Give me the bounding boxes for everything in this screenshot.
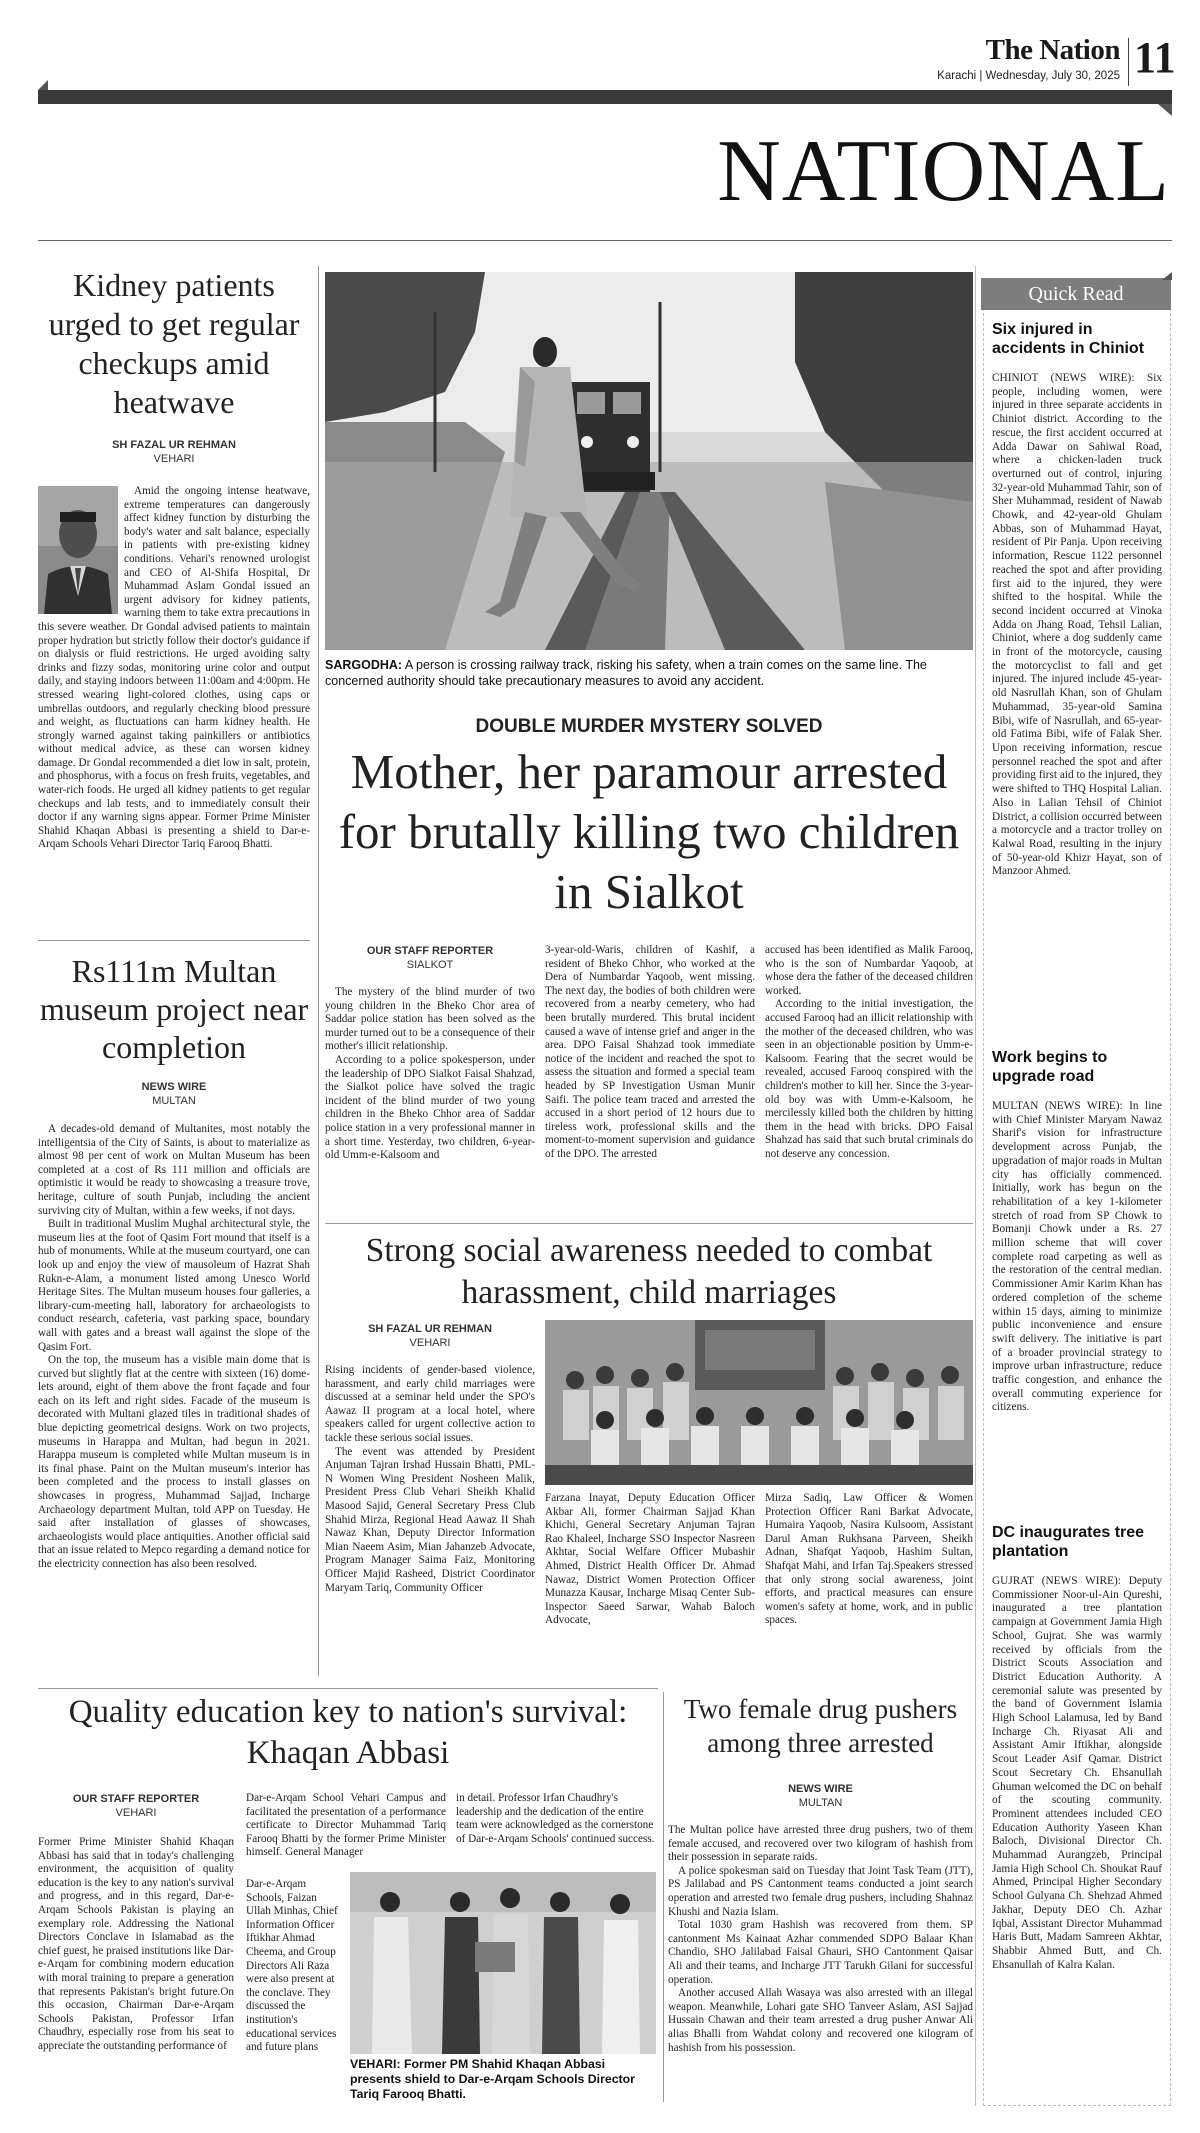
quick-read-body-1: CHINIOT (NEWS WIRE): Six people, including women, were injured in three separate accidents in Chiniot district. According to the rescue, the first accident occurred at Adda Dawar on Sahiwal Road, where a chicken-laden truck overturned out of control, injuring 32-year-old Muhammad Tahir, son of Sher Muhammad, resident of Nawab Chowk, and 42-year-old Ghulam Abbas, son of Muhammad Hayat, resident of Pir Panja. Upon receiving information, Rescue 1122 personnel reached the spot and after providing first aid to the injured, they were shifted to the hospital. While the second incident occurred at Vinoka Adda on Jhang Road, Tehsil Lalian, Chiniot, where a dog suddenly came in front of the motorcycle, causing the motorcyclist to fall and get injured. The injured include 45-year-old Nasrullah Khan, son of Ghulam Muhammad, 35-year-old Samina Bibi, wife of Nasrullah, and 65-year-old Fatima Bibi, wife of Falak Sher. Upon receiving information, rescue personnel reached the spot and after providing first aid to the injured, they were shifted to THQ Hospital Lalian. Also in Lalian Tehsil of Chiniot District, a collision occurred between a motorcycle and a tractor trolley on Kalwal Road, resulting in the injury of 50-year-old Khizr Hayat, son of Manzoor Ahmed. xyxy=(992,372,1162,878)
railway-caption-text: A person is crossing railway track, risking his safety, when a train comes on the same line. The concerned authority should take precautionary measures to avoid any accident. xyxy=(325,658,927,688)
quick-read-corner xyxy=(1162,272,1172,280)
drugs-p4: Another accused Allah Wasaya was also arrested with an illegal weapon. Meanwhile, Lohari gate SHO Tanveer Aslam, ASI Sajjad Hussain Chawan and their team arrested a drug pusher Anwar Ali alias Bhalli from Wahdat colony and recovered one kilogram of hashish from his possession. xyxy=(668,1987,973,2054)
seminar-photo xyxy=(545,1320,973,1485)
paper-name: The Nation xyxy=(985,34,1120,66)
awareness-reporter: SH FAZAL UR REHMAN xyxy=(368,1323,492,1335)
murder-col-1-p1: The mystery of the blind murder of two young children in the Bheko Chor area of Saddar police station has been solved as the murder turned out to be a consequence of their mother's illicit relationship. xyxy=(325,986,535,1053)
quick-read-item-3 xyxy=(992,1523,1162,2110)
awareness-headline: Strong social awareness needed to combat harassment, child marriages xyxy=(365,1232,933,1311)
railway-caption xyxy=(325,657,973,689)
murder-col-2 xyxy=(545,944,755,1208)
education-col-2a xyxy=(246,1792,446,1876)
kidney-location: VEHARI xyxy=(153,453,195,465)
dateline: Karachi | Wednesday, July 30, 2025 xyxy=(937,70,1120,82)
murder-kicker: DOUBLE MURDER MYSTERY SOLVED xyxy=(475,716,823,737)
vrule-1 xyxy=(318,266,319,1676)
education-caption-text: Former PM Shahid Khaqan Abbasi presents shield to Dar-e-Arqam Schools Director Tariq Farooq Bhatti. xyxy=(350,2057,635,2101)
col-rule-left-1 xyxy=(38,940,310,941)
education-location: VEHARI xyxy=(115,1807,157,1819)
quick-read-label: Quick Read xyxy=(1028,283,1124,305)
quick-read-title-2: Work begins to upgrade road xyxy=(992,1049,1108,1085)
quick-read-title-1: Six injured in accidents in Chiniot xyxy=(992,321,1145,357)
education-caption-place: VEHARI: xyxy=(350,2057,401,2071)
railway-caption-place: SARGODHA: xyxy=(325,658,403,672)
drugs-reporter: NEWS WIRE xyxy=(788,1783,853,1795)
murder-col-3 xyxy=(765,944,973,1208)
murder-col-1 xyxy=(325,986,535,1208)
museum-location: MULTAN xyxy=(152,1095,196,1107)
kidney-reporter: SH FAZAL UR REHMAN xyxy=(112,439,236,451)
quick-read-header xyxy=(981,278,1171,310)
education-col-2b xyxy=(246,1878,342,2053)
kidney-headline: Kidney patients urged to get regular checkups amid heatwave xyxy=(48,267,300,420)
awareness-col-1 xyxy=(325,1364,535,1676)
vrule-2 xyxy=(975,266,976,2106)
quick-read-item-2 xyxy=(992,1048,1162,1520)
awareness-col-2-p1: Farzana Inayat, Deputy Education Officer Akbar Ali, former Chairman Sajjad Khan Khichi, General Secretary Anjuman Tajran Rao Khaleel, Incharge SSO Inspector Nasreen Akhtar, Social Welfare Officer Mubashir Ahmed, District Health Officer Dr. Ahmad Nawaz, District Women Protection Officer Munazza Kausar, Incharge Misaq Center Sub-Inspector Saeed Sarwar, Wahab Baloch Advocate, xyxy=(545,1492,755,1627)
education-byline xyxy=(38,1792,234,1820)
section-rule xyxy=(38,240,1172,241)
museum-reporter: NEWS WIRE xyxy=(141,1081,207,1093)
education-headline: Quality education key to nation's survival: Khaqan Abbasi xyxy=(68,1694,628,1771)
murder-byline xyxy=(325,944,535,972)
drugs-p3: Total 1030 gram Hashish was recovered from them. SP cantonment Ms Kainaat Azhar commended SDPO Balaar Khan Chandio, SHO Jalilabad Faisal Ghauri, SHO Cantonment Qaisar Ali and their teams, and Incharge JTT Tarukh Gilani for successful operation. xyxy=(668,1919,973,1986)
railway-photo xyxy=(325,272,973,650)
museum-para-2: Built in traditional Muslim Mughal architectural style, the museum lies at the foot of Qasim Fort mound that itself is a hub of monuments. While at the museum courtyard, one can look up and enjoy the view of mausoleum of Hazrat Shah Rukn-e-Alam, a monument listed among Unesco World Heritage Sites. The Multan museum houses four galleries, a library-cum-meeting hall, laboratory for archaeologists to conduct research, cafeteria, vast parking space, boundary wall with gates and a breast wall against the slope of the Qasim Fort. xyxy=(38,1218,310,1353)
education-caption xyxy=(350,2057,656,2102)
awareness-col-3-p1: Mirza Sadiq, Law Officer & Women Protection Officer Rani Barkat Advocate, Humaira Yaqoob, Nasira Kulsoom, Assistant Darul Aman Rukhsana Parveen, Sheikh Adnan, Shafqat Yaqoob, Hashim Sultan, Shafqat Mahi, and Irfan Taj.Speakers stressed that only strong social awareness, joint efforts, and practical measures can ensure women's safety at home, work, and in public spaces. xyxy=(765,1492,973,1627)
education-col-2b-p: Dar-e-Arqam Schools, Faizan Ullah Minhas, Chief Information Officer Iftikhar Ahmad Cheema, and Group Directors Ali Raza were also present at the conclave. They discussed the institution's educational services and future plans xyxy=(246,1878,338,2053)
vrule-bottom xyxy=(663,1692,664,2102)
drugs-location: MULTAN xyxy=(798,1797,843,1809)
murder-col-3-p2: According to the initial investigation, the accused Farooq had an illicit relationship with the mother of the deceased children, who was seen in an objectionable position by Umm-e-Kalsoom. Fearing that the secret would be revealed, accused Farooq conspired with the children's mother to kill her. Since the 3-year-old boy was with Umm-e-Kalsoom, he mercilessly killed both the children by hitting them in the head with bricks. DPO Faisal Shahzad has said that such brutal criminals do not deserve any concession. xyxy=(765,998,973,1160)
section-title: NATIONAL xyxy=(717,123,1170,220)
museum-byline xyxy=(38,1080,310,1108)
museum-headline: Rs111m Multan museum project near completion xyxy=(39,953,309,1065)
awareness-location: VEHARI xyxy=(409,1337,451,1349)
drugs-body xyxy=(668,1824,973,2106)
masthead-divider xyxy=(1128,38,1129,86)
museum-para-3: On the top, the museum has a visible main dome that is curved but slightly flat at the centre with sixteen (16) dome-lets around, eight of them above the front façade and four each on its left and right sides. Facade of the museum is decorated with Multani glazed tiles in traditional shades of blue depicting geometrical designs. Work on two projects, museums in Harappa and Multan, had begun in 2021. Harappa museum is completed while Multan museum is in its final phase. Paint on the Multan museum's interior has been completed and the process to install glasses on showcases in progress, Muhammad Sajjad, Incharge Archaeology department Multan, told APP on Tuesday. He said after installation of glasses of showcases, archaeologists would place antiquities. Another official said that an issue related to Mepco regarding a demand notice for the electricity connection has also been resolved. xyxy=(38,1354,310,1570)
kidney-byline xyxy=(38,438,310,466)
awareness-byline xyxy=(325,1322,535,1350)
drugs-p1: The Multan police have arrested three drug pushers, two of them female accused, and recovered over two kilogram of hashish from their possession in separate raids. xyxy=(668,1824,973,1864)
education-col-3a xyxy=(456,1792,656,1864)
drugs-byline xyxy=(668,1782,973,1810)
drugs-p2: A police spokesman said on Tuesday that Joint Task Team (JTT), PS Jalilabad and PS Cantonment teams conducted a joint search operation and arrested two female drug pushers, including Shahnaz Khushi and Nazia Islam. xyxy=(668,1864,973,1918)
murder-col-1-p2: According to a police spokesperson, under the leadership of DPO Sialkot Faisal Shahzad, the Sialkot police have solved the tragic incident of the blind murder of two young children in the Bheko Chhor area of Saddar police station in a very professional manner in a short time. Yesterday, two children, 6-year-old Umm-e-Kalsoom and xyxy=(325,1053,535,1162)
page-number: 11 xyxy=(1134,33,1176,82)
education-reporter: OUR STAFF REPORTER xyxy=(72,1793,200,1805)
kidney-body xyxy=(38,485,310,935)
murder-reporter: OUR STAFF REPORTER xyxy=(366,945,494,957)
kidney-body-text: Amid the ongoing intense heatwave, extreme temperatures can dangerously affect kidney function by disturbing the body's water and salt balance, especially in patients with pre-existing kidney conditions. Vehari's renowned urologist and CEO of Al-Shifa Hospital, Dr Muhammad Aslam Gondal issued an urgent advisory for kidney patients, warning them to take extra precautions in this severe weather. Dr Gondal advised patients to maintain proper hydration but strictly follow their doctor's guidance if on dialysis or fluid restrictions. He urged avoiding salty drinks and fizzy sodas, monitoring urine color and output daily, and staying indoors between 11:00am and 4:00pm. He stressed wearing light-colored clothes, using caps or umbrellas outdoors, and regularly checking blood pressure and weight, as fluctuations can harm kidney health. He strongly warned against taking painkillers or antibiotics without medical advice, as these can worsen kidney damage. Dr Gondal recommended a diet low in salt, protein, and phosphorus, with a focus on fresh fruits, vegetables, and water-rich foods. He urged all kidney patients to get regular checkups and lab tests, and to immediately consult their doctor if any warning signs appear. Former Prime Minister Shahid Khaqan Abbasi is presenting a shield to Dar-e-Arqam Schools Vehari Director Tariq Farooq Bhatti. xyxy=(38,485,310,851)
education-col-1 xyxy=(38,1836,234,2108)
education-col-1-p1: Former Prime Minister Shahid Khaqan Abbasi has said that in today's challenging environment, the acquisition of quality education is the key to any nation's survival and progress, and in this regard, Dar-e-Arqam Schools Pakistan is playing an exemplary role. Addressing the National Directors Conclave in Islamabad as the chief guest, he praised institutions like Dar-e-Arqam for combining modern education with moral training to prepare a generation that represents Pakistan's bright future.On this occasion, Chairman Dar-e-Arqam Schools Pakistan, Professor Irfan Chaudhry, especially rose from his seat to appreciate the outstanding performance of xyxy=(38,1836,234,2052)
museum-body xyxy=(38,1123,310,1679)
murder-headline: Mother, her paramour arrested for brutally killing two children in Sialkot xyxy=(338,744,960,919)
murder-col-2-p1: 3-year-old-Waris, children of Kashif, a resident of Bheko Chhor, who worked at the Dera of Numbardar Yaqoob, went missing. The next day, the bodies of both children were recovered from a nearby cemetery, who had been brutally murdered. This brutal incident caused a wave of intense grief and anger in the area. DPO Faisal Shahzad took immediate notice of the incident and reached the spot to assess the situation and formed a special team headed by SP Investigation Usman Munir Saifi. The police team traced and arrested the accused in a short period of 12 hours due to tireless work, professional skills and the moment-to-moment supervision and guidance of the DPO. The arrested xyxy=(545,944,755,1160)
murder-location: SIALKOT xyxy=(406,959,454,971)
awareness-col-1-p1: Rising incidents of gender-based violence, harassment, and early child marriages were discussed at a seminar held under the SPO's Aawaz II program at a local hotel, where speakers called for urgent collective action to tackle these serious social issues. xyxy=(325,1364,535,1444)
awareness-col-3 xyxy=(765,1492,973,1676)
awareness-col-2 xyxy=(545,1492,755,1676)
quick-read-body-2: MULTAN (NEWS WIRE): In line with Chief Minister Maryam Nawaz Sharif's vision for infrastructure development across Punjab, the upgradation of major roads in Multan city has officially commenced. Initially, work has begun on the rehabilitation of a key 1-kilometer stretch of road from SP Chowk to Bomanji Chowk under a Rs. 27 million scheme that will cover complete road carpeting as well as the restoration of the central median. Commissioner Amir Karim Khan has ordered completion of the scheme within 15 days, aiming to minimize public inconvenience and ensure swift delivery. The initiative is part of a broader provincial strategy to improve urban infrastructure, reduce traffic congestion, and enhance the overall commuting experience for citizens. xyxy=(992,1100,1162,1414)
awareness-col-1-p2: The event was attended by President Anjuman Tajran Irshad Hussain Bhatti, PML-N Women Wing President Nosheen Malik, President Press Club Vehari Sheikh Khalid Masood Sajid, General Secretary Press Club Shahid Mirza, Regional Head Aawaz II Shah Nawaz Khan, Deputy Director Information Mian Naeem Asim, Mian Jahanzeb Advocate, Program Manager Saima Faiz, Monitoring Officer Majid Rasheed, District Coordinator Maryam Tariq, Community Officer xyxy=(325,1445,535,1594)
quick-read-title-3: DC inaugurates tree plantation xyxy=(992,1524,1145,1560)
murder-rule xyxy=(325,1223,973,1224)
museum-para-1: A decades-old demand of Multanites, most notably the intelligentsia of the City of Saints, is about to materialize as almost 98 per cent of work on Multan Museum has been completed at a cost of Rs 111 million and officials are optimistic it would be ready to showcasing a treasure trove, heritage, culture of south Punjab, including the ancient surviving city of Multan, within a few weeks, if not days. xyxy=(38,1123,310,1217)
quick-read-body-3: GUJRAT (NEWS WIRE): Deputy Commissioner Noor-ul-Ain Qureshi, inaugurated a tree plantation campaign at Government Jamia High School, Gujrat. She was warmly received by officials from the District Scouts Association and District Education Authority. A ceremonial salute was presented by the band of Government Islamia High School Lalamusa, led by Band Incharge Ch. Riyasat Ali and Assistant Amir Iftikhar, alongside Scout Leader Asif Qamar. District Scout Secretary Ch. Ehsanullah Ghuman welcomed the DC on behalf of the scouting community. Prominent attendees included CEO Education Authority Yaseen Khan Baloch, Divisional Director Ch. Muhammad Aurangzeb, Principal Jamia High School Ch. Shoukat Rauf Ahmed, Principal Higher Secondary School Gulyana Ch. Shehzad Ahmed Jakhar, Deputy DEO Ch. Azhar Iqbal, Assistant Director Muhammad Haris Butt, Madam Samreen Akhtar, Shabbir Ahmed Butt, and Ch. Ehsanullah of Kalra Kalan. xyxy=(992,1575,1162,1971)
quick-read-item-1 xyxy=(992,320,1162,1042)
education-col-3a-p: in detail. Professor Irfan Chaudhry's leadership and the dedication of the entire team were acknowledged as the cornerstone of Dar-e-Arqam Schools' continued success. xyxy=(456,1792,655,1845)
drugs-headline: Two female drug pushers among three arrested xyxy=(683,1694,958,1758)
murder-col-3-p1: accused has been identified as Malik Farooq, who is the son of Numbardar Yaqoob, at whose dera the father of the deceased children worked. xyxy=(765,944,973,997)
col-rule-left-2 xyxy=(38,1688,658,1689)
education-photo xyxy=(350,1872,656,2054)
education-col-2a-p: Dar-e-Arqam School Vehari Campus and facilitated the presentation of a performance certificate to Director Muhammad Tariq Farooq Bhatti by the former Prime Minister himself. General Manager xyxy=(246,1792,446,1859)
